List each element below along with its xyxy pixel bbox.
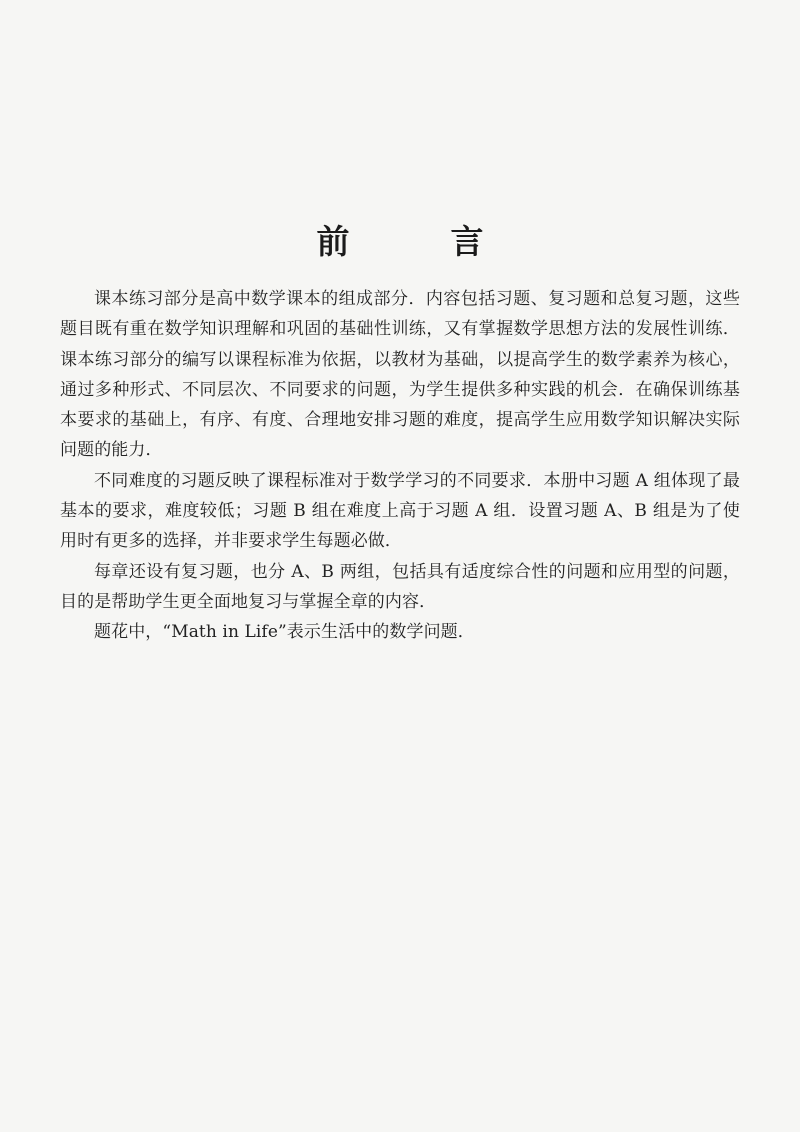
paragraph-1: 课本练习部分是高中数学课本的组成部分．内容包括习题、复习题和总复习题，这些题目既有重在数学知识理解和巩固的基础性训练，又有掌握数学思想方法的发展性训练．课本练习部分的编写以课程标准为依据，以教材为基础，以提高学生的数学素养为核心，通过多种形式、不同层次、不同要求的问题，为学生提供多种实践的机会．在确保训练基本要求的基础上，有序、有度、合理地安排习题的难度，提高学生应用数学知识解决实际问题的能力．	[60, 289, 740, 461]
preface-body	[60, 284, 740, 648]
paragraph-3: 每章还设有复习题，也分 A、B 两组，包括具有适度综合性的问题和应用型的问题，目的是帮助学生更全面地复习与掌握全章的内容．	[60, 561, 740, 612]
paragraph-2: 不同难度的习题反映了课程标准对于数学学习的不同要求．本册中习题 A 组体现了最基本的要求，难度较低；习题 B 组在难度上高于习题 A 组．设置习题 A、B 组是为了使用时有更多的选择，并非要求学生每题必做．	[60, 470, 740, 552]
page-title: 前 言	[316, 222, 518, 261]
paragraph-4: 题花中，“Math in Life”表示生活中的数学问题．	[94, 622, 475, 643]
